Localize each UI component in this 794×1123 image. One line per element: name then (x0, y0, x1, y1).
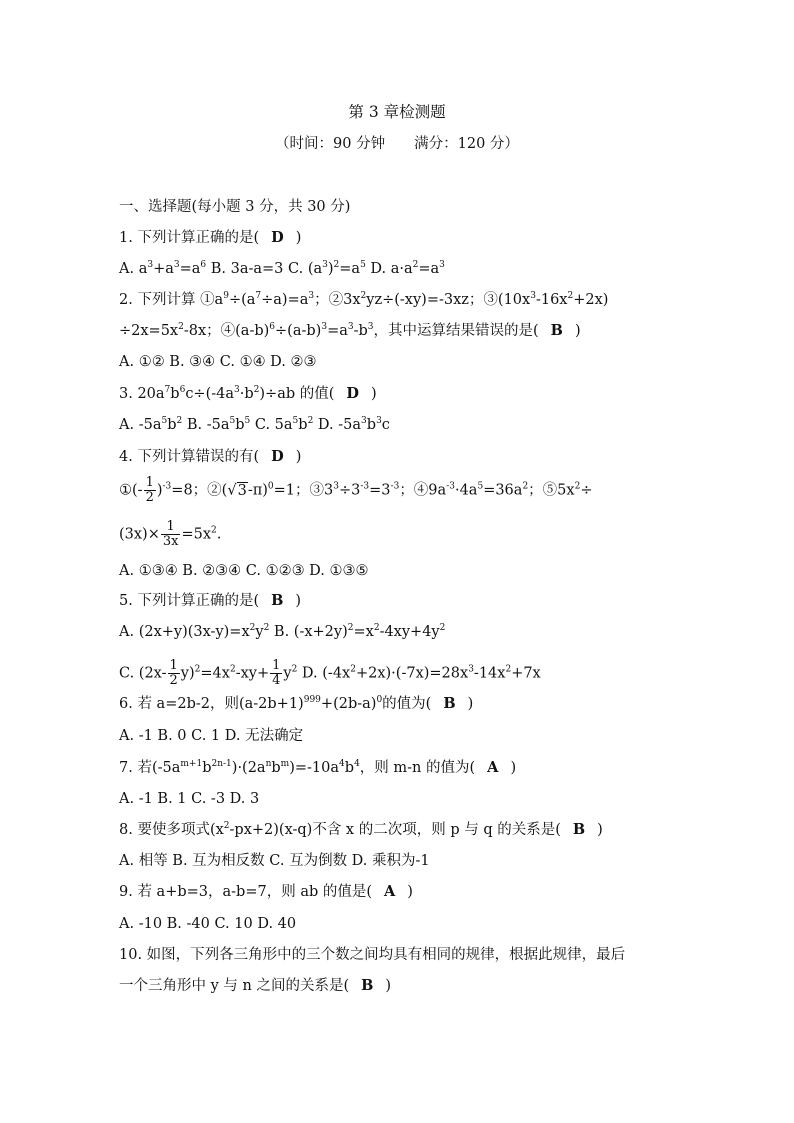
answer-8: B (572, 821, 586, 838)
question-10-stem-line1: 10. 如图，下列各三角形中的三个数之间均具有相同的规律，根据此规律，最后 (119, 947, 626, 963)
answer-3: D (346, 385, 359, 402)
question-4-options: A. ①③④ B. ②③④ C. ①②③ D. ①③⑤ (119, 563, 369, 579)
answer-10: B (361, 977, 374, 994)
question-5-stem: 5. 下列计算正确的是( B ) (119, 592, 302, 609)
question-2-options: A. ①② B. ③④ C. ①④ D. ②③ (119, 354, 317, 370)
answer-6: B (443, 695, 456, 712)
fraction: $\frac{1}{2}$ (145, 475, 154, 505)
question-7-stem: 7. 若$(-5a^{m+1}b^{2n-1})\cdot(2a^nb^m)=-10a^4b^4$，则 m-n 的值为( A ) (119, 759, 517, 776)
answer-2: B (550, 322, 563, 339)
question-1-stem: 1. 下列计算正确的是( D ) (119, 229, 302, 246)
question-4-items-line1: ①(- $\frac{1}{2}$ )$^{-3}$=8；$②(√3-\pi)^0=1$；$③3^3\div 3^{-3}=3^{-3}$；$④9a^{-3}\cdot 4a^5=36a^2$；$⑤5x^2\div$ (119, 475, 593, 505)
question-5-options-line1: A. $(2x+y)(3x-y)=x^2y^2$ B. $(-x+2y)^2=x^2-4xy+4y^2$ (119, 623, 446, 640)
fraction: $\frac{1}{2}$ (169, 658, 178, 688)
question-9-stem: 9. 若 a+b=3，a-b=7，则 ab 的值是( A ) (119, 883, 413, 900)
question-8-stem: 8. 要使多项式$(x^2-px+2)(x-q)$不含 x 的二次项，则 p 与 q 的关系是( B ) (119, 821, 603, 838)
answer-4: D (271, 448, 284, 465)
fraction: $\frac{1}{3x}$ (162, 519, 179, 549)
answer-7: A (487, 759, 499, 776)
question-1-options: A. $a^3+a^3=a^6$ B. 3a-a=3 C. $(a^3)^2=a^5$ D. $a\cdot a^2=a^3$ (119, 260, 445, 277)
question-6-options: A. -1 B. 0 C. 1 D. 无法确定 (119, 728, 304, 744)
question-10-stem-line2: 一个三角形中 y 与 n 之间的关系是( B ) (119, 977, 392, 994)
question-7-options: A. -1 B. 1 C. -3 D. 3 (119, 791, 260, 807)
question-2-stem-line2: $\div 2x=5x^2-8x$；$④(a-b)^6\div(a-b)^3=a^3-b^3$，其中运算结果错误的是( B ) (119, 322, 581, 339)
fraction: $\frac{1}{4}$ (272, 658, 281, 688)
exam-info: （时间：90 分钟 满分：120 分） (275, 136, 519, 152)
question-3-stem: 3. $20a^7b^6c\div(-4a^3\cdot b^2)\div ab$ 的值( D ) (119, 385, 377, 402)
question-8-options: A. 相等 B. 互为相反数 C. 互为倒数 D. 乘积为-1 (119, 853, 430, 869)
question-6-stem: 6. 若 a=2b-2，则$(a-2b+1)^{999}+(2b-a)^0$的值为( B ) (119, 695, 474, 712)
page-title: 第 3 章检测题 (348, 103, 446, 121)
answer-5: B (271, 592, 284, 609)
section-heading: 一、选择题(每小题 3 分，共 30 分) (119, 199, 351, 215)
answer-9: A (384, 883, 396, 900)
question-2-stem-line1: 2. 下列计算 $①a^9\div(a^7\div a)=a^3$；$②3x^2yz\div(-xy)=-3xz$；$③(10x^3-16x^2+2x)$ (119, 291, 609, 308)
question-5-options-line2: C. (2x- $\frac{1}{2}$ $y)^2=4x^2-xy+$ $\frac{1}{4}$ $y^2$ D. $(-4x^2+2x)\cdot(-7x)=28x^3-14x^2+7x$ (119, 658, 541, 688)
answer-1: D (271, 229, 284, 246)
question-4-stem: 4. 下列计算错误的有( D ) (119, 448, 302, 465)
question-4-items-line2: (3x)× $\frac{1}{3x}$ $=5x^2$. (119, 519, 222, 549)
question-3-options: A. $-5a^5b^2$ B. $-5a^5b^5$ C. $5a^5b^2$ D. $-5a^3b^3c$ (119, 416, 390, 433)
question-9-options: A. -10 B. -40 C. 10 D. 40 (119, 916, 297, 932)
